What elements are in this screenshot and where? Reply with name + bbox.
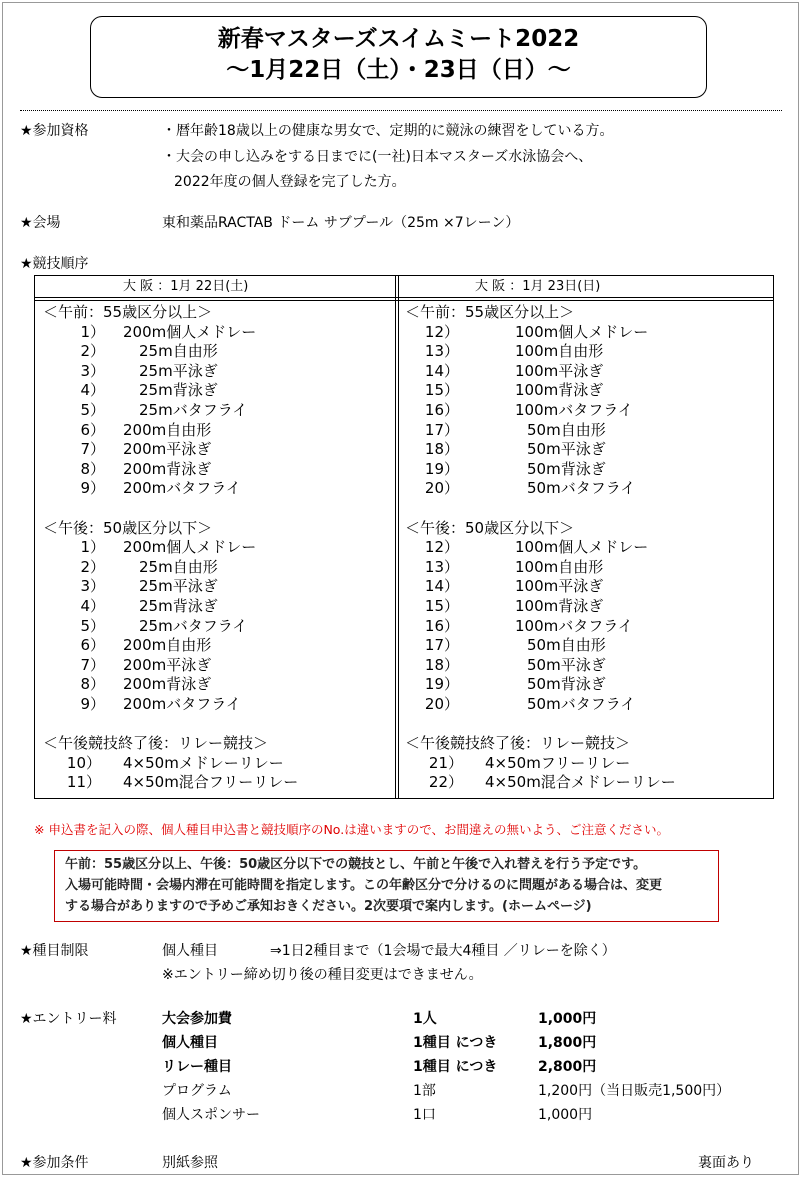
event-name: 4×50mフリーリレー	[485, 753, 631, 772]
event-row	[405, 754, 755, 774]
notice-box	[54, 850, 719, 922]
event-number: 1）	[80, 322, 105, 341]
event-number: 3）	[80, 577, 105, 596]
event-row	[405, 440, 755, 460]
event-row	[43, 558, 393, 578]
event-number: 6）	[80, 420, 105, 439]
event-number: 8）	[80, 459, 105, 478]
group-gap	[405, 499, 755, 519]
event-number: 3）	[80, 361, 105, 380]
limit-item: 個人種目	[162, 943, 218, 959]
event-number: 7）	[80, 655, 105, 674]
event-name: 25mバタフライ	[139, 400, 248, 419]
group-heading: ＜午前：55歳区分以上＞	[405, 303, 575, 321]
event-name: 100m個人メドレー	[515, 322, 649, 341]
conditions-label: ★参加条件	[20, 1155, 89, 1171]
fee-unit: 1部	[413, 1083, 436, 1099]
eligibility-label: ★参加資格	[20, 123, 89, 139]
title-box	[90, 16, 707, 98]
event-number: 4）	[80, 596, 105, 615]
event-number: 14）	[424, 577, 459, 596]
event-number: 9）	[80, 694, 105, 713]
eligibility-line-1: ・暦年齢18歳以上の健康な男女で、定期的に競泳の練習をしている方。	[162, 123, 614, 139]
title-line-2: ～1月22日（土）・23日（日）～	[226, 57, 571, 83]
fee-price: 1,800円	[538, 1035, 597, 1051]
event-row	[405, 695, 755, 715]
back-side-note: 裏面あり	[698, 1155, 754, 1171]
title-line-1: 新春マスターズスイムミート2022	[217, 26, 580, 52]
event-row	[43, 460, 393, 480]
group-gap	[43, 714, 393, 734]
event-name: 25m平泳ぎ	[139, 361, 218, 380]
fee-price: 1,000円	[538, 1107, 593, 1123]
event-row	[43, 675, 393, 695]
event-name: 200m自由形	[123, 636, 212, 655]
event-number: 15）	[424, 596, 459, 615]
event-row	[43, 538, 393, 558]
event-number: 10）	[66, 753, 101, 772]
event-name: 4×50mメドレーリレー	[123, 753, 284, 772]
schedule-table	[34, 275, 774, 799]
event-name: 25m自由形	[139, 342, 218, 361]
event-row	[405, 421, 755, 441]
day2-column	[405, 303, 755, 793]
event-number: 16）	[424, 616, 459, 635]
event-number: 20）	[424, 694, 459, 713]
event-name: 25m背泳ぎ	[139, 381, 218, 400]
event-number: 11）	[66, 773, 101, 792]
event-row	[43, 617, 393, 637]
event-name: 200mバタフライ	[123, 479, 241, 498]
event-row	[43, 362, 393, 382]
event-name: 100m平泳ぎ	[515, 577, 604, 596]
event-row	[405, 538, 755, 558]
event-number: 13）	[424, 557, 459, 576]
event-row	[43, 421, 393, 441]
event-number: 19）	[424, 675, 459, 694]
event-row	[43, 695, 393, 715]
fee-item: 個人スポンサー	[162, 1107, 260, 1123]
event-name: 100mバタフライ	[515, 616, 633, 635]
event-name: 4×50m混合メドレーリレー	[485, 773, 676, 792]
event-number: 16）	[424, 400, 459, 419]
event-name: 200m平泳ぎ	[123, 440, 212, 459]
group-heading: ＜午後：50歳区分以下＞	[405, 518, 575, 537]
event-name: 100m自由形	[515, 557, 604, 576]
event-number: 18）	[424, 440, 459, 459]
event-row	[43, 656, 393, 676]
event-number: 2）	[80, 342, 105, 361]
event-number: 8）	[80, 675, 105, 694]
event-number: 1）	[80, 538, 105, 557]
event-row	[43, 440, 393, 460]
event-number: 12）	[424, 538, 459, 557]
limit-rule: ⇒1日2種目まで（1会場で最大4種目 ／リレーを除く）	[270, 943, 616, 959]
event-row	[405, 323, 755, 343]
event-number: 9）	[80, 479, 105, 498]
group-gap	[405, 714, 755, 734]
fee-item: 個人種目	[162, 1035, 218, 1051]
group-gap	[43, 499, 393, 519]
event-name: 25m平泳ぎ	[139, 577, 218, 596]
event-row	[405, 460, 755, 480]
fee-unit: 1口	[413, 1107, 436, 1123]
event-name: 50m背泳ぎ	[527, 675, 606, 694]
conditions-value: 別紙参照	[162, 1155, 218, 1171]
event-name: 100mバタフライ	[515, 400, 633, 419]
event-row	[405, 342, 755, 362]
red-note: ※ 申込書を記入の際、個人種目申込書と競技順序のNo.は違いますので、お間違えの無いよう、ご注意ください。	[34, 822, 669, 837]
event-number: 13）	[424, 342, 459, 361]
event-row	[43, 754, 393, 774]
event-row	[43, 773, 393, 793]
fee-item: プログラム	[162, 1083, 232, 1099]
fee-unit: 1種目 につき	[413, 1035, 498, 1051]
eligibility-line-2: ・大会の申し込みをする日までに(一社)日本マスターズ水泳協会へ、	[162, 149, 593, 165]
day2-header: 大 阪 ：1月 23日(日)	[475, 279, 601, 294]
event-name: 50m自由形	[527, 420, 606, 439]
event-row	[405, 558, 755, 578]
day1-header: 大 阪 ：1月 22日(土)	[123, 279, 249, 294]
event-name: 50mバタフライ	[527, 479, 636, 498]
event-row	[43, 401, 393, 421]
event-name: 50mバタフライ	[527, 694, 636, 713]
event-row	[405, 597, 755, 617]
event-name: 100m平泳ぎ	[515, 361, 604, 380]
limit-note: ※エントリー締め切り後の種目変更はできません。	[162, 967, 483, 983]
event-number: 18）	[424, 655, 459, 674]
event-name: 200m背泳ぎ	[123, 459, 212, 478]
event-name: 100m背泳ぎ	[515, 596, 604, 615]
group-heading: ＜午後競技終了後：リレー競技＞	[405, 734, 631, 753]
event-row	[405, 401, 755, 421]
event-row	[405, 577, 755, 597]
event-row	[43, 323, 393, 343]
event-name: 100m自由形	[515, 342, 604, 361]
event-name: 50m平泳ぎ	[527, 440, 606, 459]
eligibility-line-3: 2022年度の個人登録を完了した方。	[174, 174, 406, 190]
event-row	[43, 479, 393, 499]
event-row	[405, 479, 755, 499]
title-divider	[20, 110, 782, 111]
event-name: 50m背泳ぎ	[527, 459, 606, 478]
fee-unit: 1種目 につき	[413, 1059, 498, 1075]
event-row	[405, 381, 755, 401]
schedule-divider	[395, 276, 396, 798]
notice-line-2: 入場可能時間・会場内滞在可能時間を指定します。この年齢区分で分けるのに問題がある場合は、変更	[65, 878, 662, 893]
event-row	[405, 773, 755, 793]
event-row	[43, 597, 393, 617]
limit-label: ★種目制限	[20, 943, 89, 959]
event-row	[405, 617, 755, 637]
event-name: 25mバタフライ	[139, 616, 248, 635]
venue-label: ★会場	[20, 215, 61, 231]
fee-item: 大会参加費	[162, 1011, 232, 1027]
event-number: 22）	[428, 773, 463, 792]
event-number: 20）	[424, 479, 459, 498]
fee-unit: 1人	[413, 1011, 437, 1027]
day1-column	[43, 303, 393, 793]
group-heading: ＜午後：50歳区分以下＞	[43, 518, 213, 537]
event-number: 2）	[80, 557, 105, 576]
event-name: 200m平泳ぎ	[123, 655, 212, 674]
order-label: ★競技順序	[20, 256, 89, 272]
event-name: 50m平泳ぎ	[527, 655, 606, 674]
notice-line-1: 午前：55歳区分以上、午後：50歳区分以下での競技とし、午前と午後で入れ替えを行う予定です。	[65, 857, 647, 872]
event-name: 25m背泳ぎ	[139, 596, 218, 615]
event-row	[43, 381, 393, 401]
event-name: 100m背泳ぎ	[515, 381, 604, 400]
event-number: 21）	[428, 753, 463, 772]
schedule-divider-2	[398, 276, 399, 798]
venue-value: 東和薬品RACTAB ドーム サブプール（25m ×7レーン）	[162, 215, 520, 231]
event-name: 200m個人メドレー	[123, 538, 257, 557]
fees-label: ★エントリー料	[20, 1011, 117, 1027]
fee-price: 2,800円	[538, 1059, 597, 1075]
event-name: 4×50m混合フリーリレー	[123, 773, 299, 792]
event-number: 19）	[424, 459, 459, 478]
event-row	[43, 636, 393, 656]
event-number: 7）	[80, 440, 105, 459]
event-number: 12）	[424, 322, 459, 341]
fee-price: 1,200円（当日販売1,500円）	[538, 1083, 731, 1099]
fee-item: リレー種目	[162, 1059, 232, 1075]
event-number: 17）	[424, 636, 459, 655]
event-row	[405, 362, 755, 382]
event-number: 6）	[80, 636, 105, 655]
event-name: 100m個人メドレー	[515, 538, 649, 557]
fee-price: 1,000円	[538, 1011, 597, 1027]
event-number: 14）	[424, 361, 459, 380]
schedule-header-rule	[35, 300, 773, 301]
event-name: 200m背泳ぎ	[123, 675, 212, 694]
event-number: 4）	[80, 381, 105, 400]
event-number: 17）	[424, 420, 459, 439]
event-row	[405, 675, 755, 695]
event-row	[405, 656, 755, 676]
event-name: 50m自由形	[527, 636, 606, 655]
event-name: 200m個人メドレー	[123, 322, 257, 341]
notice-line-3: する場合がありますので予めご承知おきください。2次要項で案内します。(ホームページ)	[65, 899, 592, 914]
event-name: 200m自由形	[123, 420, 212, 439]
event-name: 25m自由形	[139, 557, 218, 576]
event-row	[43, 342, 393, 362]
group-heading: ＜午前：55歳区分以上＞	[43, 303, 213, 321]
group-heading: ＜午後競技終了後：リレー競技＞	[43, 734, 269, 753]
event-row	[405, 636, 755, 656]
event-name: 200mバタフライ	[123, 694, 241, 713]
event-number: 15）	[424, 381, 459, 400]
event-row	[43, 577, 393, 597]
event-number: 5）	[80, 400, 105, 419]
event-number: 5）	[80, 616, 105, 635]
